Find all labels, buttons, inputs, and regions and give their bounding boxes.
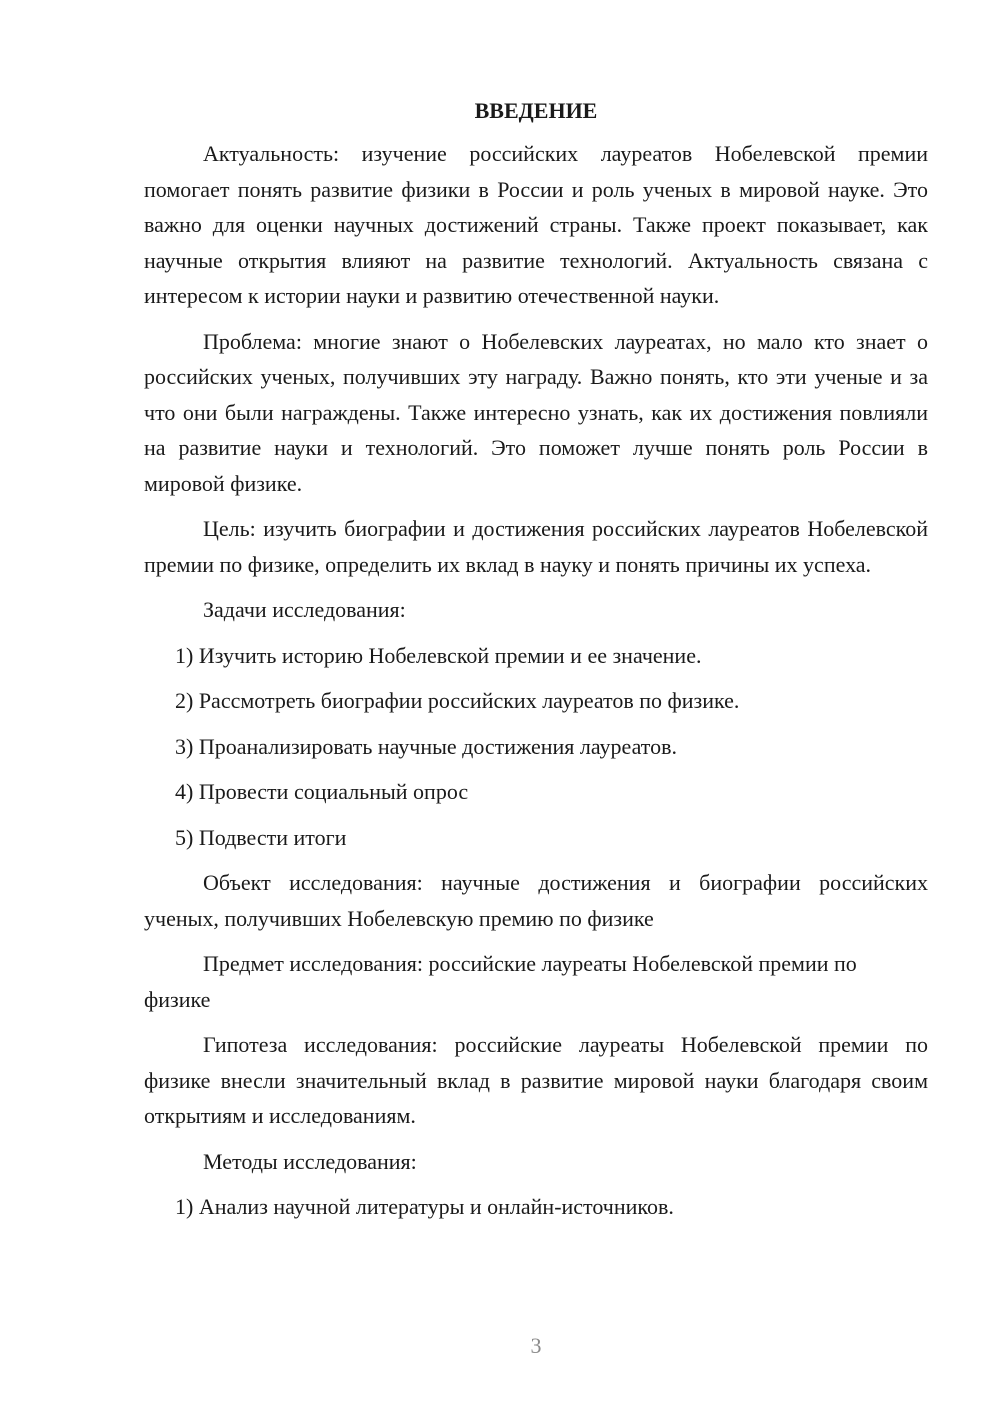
task-item: 4) Провести социальный опрос — [175, 779, 469, 804]
methods-heading: Методы исследования: — [203, 1148, 417, 1174]
task-item: 5) Подвести итоги — [175, 824, 347, 850]
page-title: ВВЕДЕНИЕ — [474, 98, 598, 123]
problem-paragraph: Проблема: многие знают о Нобелевских лауреатах, но мало кто знает о российских ученых, получивших эту награду. Важно понять, кто эти ученые и за что они были награждены. Также интересно узнать, как их достижения повлияли на развитие науки и технологий. Это поможет лучше понять роль России в мировой физике. — [144, 328, 928, 496]
task-item: 2) Рассмотреть биографии российских лауреатов по физике. — [175, 688, 740, 713]
task-item: 3) Проанализировать научные достижения лауреатов. — [175, 733, 677, 759]
methods-list — [144, 1189, 928, 1225]
tasks-list — [144, 638, 928, 856]
subject-paragraph: Предмет исследования: российские лауреаты Нобелевской премии по физике — [144, 951, 857, 1012]
object-paragraph: Объект исследования: научные достижения и биографии российских ученых, получивших Нобелевскую премию по физике — [144, 870, 928, 931]
tasks-heading: Задачи исследования: — [203, 597, 406, 622]
goal-paragraph: Цель: изучить биографии и достижения российских лауреатов Нобелевской премии по физике, определить их вклад в науку и понять причины их успеха. — [144, 516, 928, 577]
task-item: 1) Изучить историю Нобелевской премии и ее значение. — [175, 642, 702, 668]
method-item: 1) Анализ научной литературы и онлайн-источников. — [175, 1194, 674, 1219]
relevance-paragraph: Актуальность: изучение российских лауреатов Нобелевской премии помогает понять развитие физики в России и роль ученых в мировой науке. Это важно для оценки научных достижений страны. Также проект показывает, как научные открытия влияют на развитие технологий. Актуальность связана с интересом к истории науки и развитию отечественной науки. — [144, 141, 928, 308]
page-number: 3 — [530, 1333, 542, 1358]
document-page — [144, 96, 928, 1235]
hypothesis-paragraph: Гипотеза исследования: российские лауреаты Нобелевской премии по физике внесли значительный вклад в развитие мировой науки благодаря своим открытиям и исследованиям. — [144, 1032, 928, 1128]
